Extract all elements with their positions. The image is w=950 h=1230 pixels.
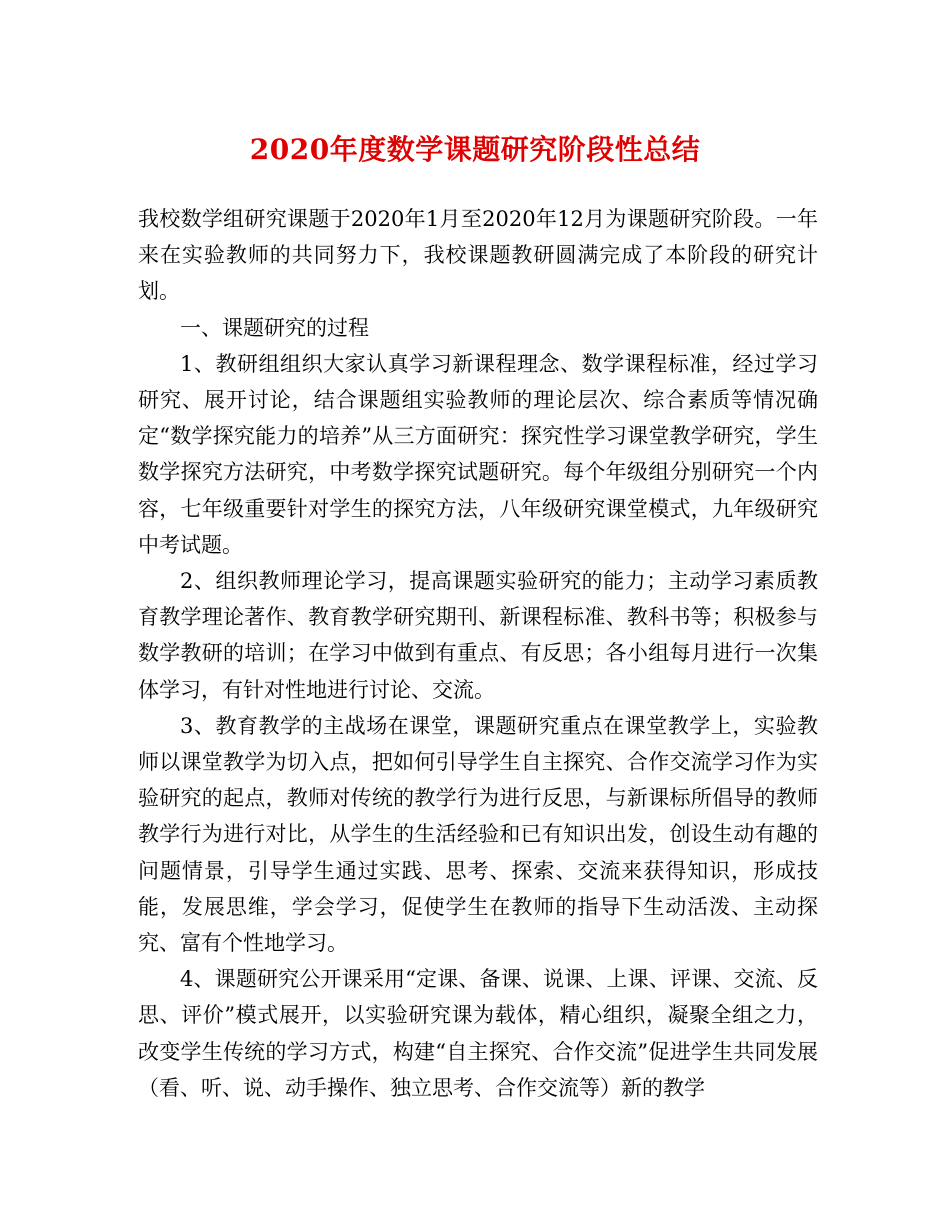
document-body [138, 201, 818, 1106]
section-heading-process: 一、课题研究的过程 [180, 315, 369, 340]
body-paragraph-3: 3、教育教学的主战场在课堂，课题研究重点在课堂教学上，实验教师以课堂教学为切入点，把如何引导学生自主探究、合作交流学习作为实验研究的起点，教师对传统的教学行为进行反思，与新课标所倡导的教师教学行为进行对比，从学生的生活经验和已有知识出发，创设生动有趣的问题情景，引导学生通过实践、思考、探索、交流来获得知识，形成技能，发展思维，学会学习，促使学生在教师的指导下生动活泼、主动探究、富有个性地学习。 [138, 713, 818, 956]
body-paragraph-1: 1、教研组组织大家认真学习新课程理念、数学课程标准，经过学习研究、展开讨论，结合课题组实验教师的理论层次、综合素质等情况确定“数学探究能力的培养”从三方面研究：探究性学习课堂教学研究，学生数学探究方法研究，中考数学探究试题研究。每个年级组分别研究一个内容，七年级重要针对学生的探究方法，八年级研究课堂模式，九年级研究中考试题。 [138, 351, 818, 557]
body-paragraph-4: 4、课题研究公开课采用“定课、备课、说课、上课、评课、交流、反思、评价”模式展开，以实验研究课为载体，精心组织，凝聚全组之力，改变学生传统的学习方式，构建“自主探究、合作交流”促进学生共同发展（看、听、说、动手操作、独立思考、合作交流等）新的教学 [138, 967, 818, 1100]
body-paragraph-2: 2、组织教师理论学习，提高课题实验研究的能力；主动学习素质教育教学理论著作、教育教学研究期刊、新课程标准、教科书等；积极参与数学教研的培训；在学习中做到有重点、有反思；各小组每月进行一次集体学习，有针对性地进行讨论、交流。 [138, 569, 818, 702]
document-title: 2020年度数学课题研究阶段性总结 [249, 133, 701, 166]
intro-paragraph: 我校数学组研究课题于2020年1月至2020年12月为课题研究阶段。一年来在实验教师的共同努力下，我校课题教研圆满完成了本阶段的研究计划。 [138, 207, 818, 304]
